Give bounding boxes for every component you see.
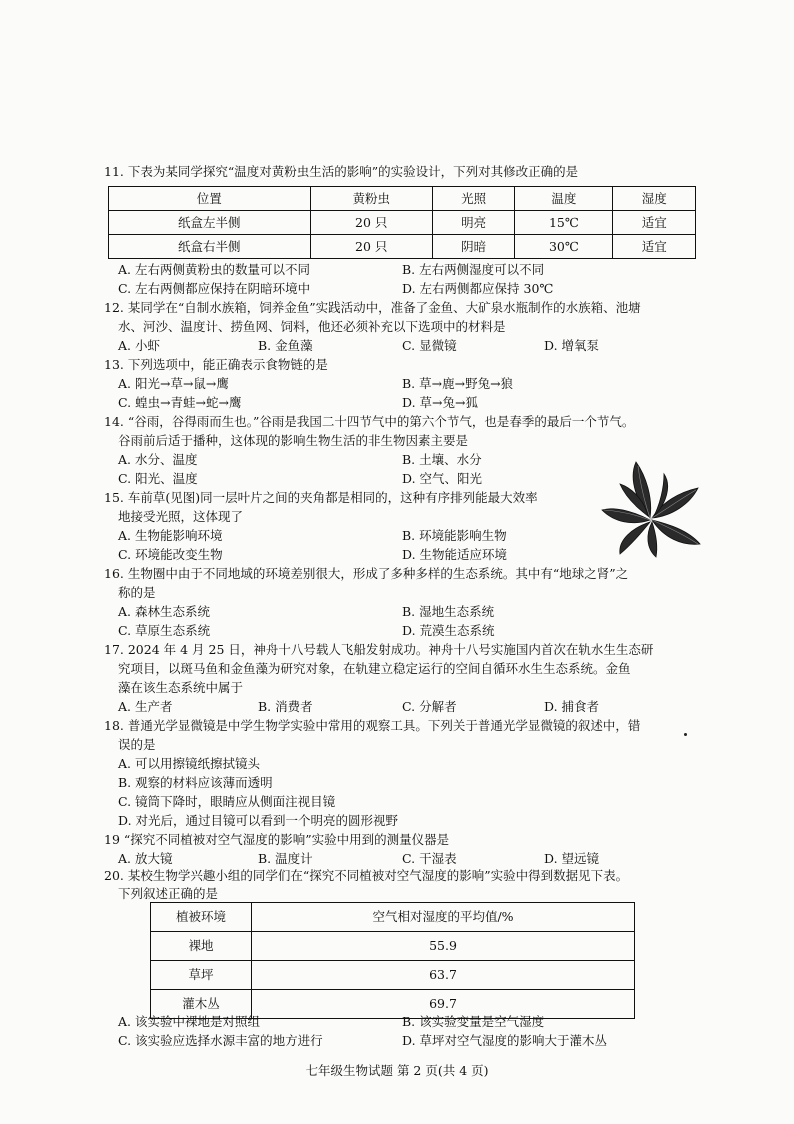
option-b: B. 观察的材料应该薄而透明 xyxy=(118,775,273,790)
q17-stem-line3: 藻在该生态系统中属于 xyxy=(118,680,244,695)
option-a: A. 森林生态系统 xyxy=(118,604,210,619)
option-d: D. 草→兔→狐 xyxy=(402,395,478,410)
q14-stem-line1: 14. “谷雨，谷得雨而生也。”谷雨是我国二十四节气中的第六个节气，也是春季的最后一个节气。 xyxy=(104,414,635,429)
q17-stem-line2: 究项目，以斑马鱼和金鱼藻为研究对象，在轨建立稳定运行的空间自循环水生生态系统。金鱼 xyxy=(118,661,631,676)
option-b: B. 温度计 xyxy=(258,851,313,866)
table-header-row xyxy=(109,187,696,211)
option-a: A. 该实验中裸地是对照组 xyxy=(118,1014,260,1029)
option-d: D. 左右两侧都应保持 30℃ xyxy=(402,281,554,296)
q13-stem: 13. 下列选项中，能正确表示食物链的是 xyxy=(104,357,328,372)
table-row xyxy=(151,961,635,990)
option-c: C. 左右两侧都应保持在阴暗环境中 xyxy=(118,281,311,296)
q17-stem-line1: 17. 2024 年 4 月 25 日，神舟十八号载人飞船发射成功。神舟十八号实施国内首次在轨水生生态研 xyxy=(104,642,654,657)
option-d: D. 对光后，通过目镜可以看到一个明亮的圆形视野 xyxy=(118,813,399,828)
q19-stem: 19 “探究不同植被对空气湿度的影响”实验中用到的测量仪器是 xyxy=(104,832,450,847)
table-cell: 15℃ xyxy=(515,211,613,235)
table-cell: 20 只 xyxy=(310,211,432,235)
q15-stem-line2: 地接受光照，这体现了 xyxy=(118,509,244,524)
option-b: B. 金鱼藻 xyxy=(258,338,313,353)
option-c: C. 分解者 xyxy=(402,699,457,714)
option-a: A. 小虾 xyxy=(118,338,160,353)
option-c: C. 显微镜 xyxy=(402,338,457,353)
table-cell: 阴暗 xyxy=(432,235,515,259)
q12-stem-line2: 水、河沙、温度计、捞鱼网、饲料，他还必须补充以下选项中的材料是 xyxy=(118,319,506,334)
option-d: D. 望远镜 xyxy=(544,851,600,866)
q15-stem-line1: 15. 车前草(见图)同一层叶片之间的夹角都是相同的，这种有序排列能最大效率 xyxy=(104,490,538,505)
table-header-row xyxy=(151,903,635,932)
leaf xyxy=(620,522,650,554)
q18-stem-line1: 18. 普通光学显微镜是中学生物学实验中常用的观察工具。下列关于普通光学显微镜的叙述中，错 xyxy=(104,718,641,733)
option-c: C. 干湿表 xyxy=(402,851,457,866)
option-d: D. 草坪对空气湿度的影响大于灌木丛 xyxy=(402,1033,608,1048)
table-cell: 空气相对湿度的平均值/% xyxy=(252,903,635,932)
table-cell: 30℃ xyxy=(515,235,613,259)
option-a: A. 水分、温度 xyxy=(118,452,198,467)
table-cell: 纸盒左半侧 xyxy=(109,211,311,235)
page-footer: 七年级生物试题 第 2 页(共 4 页) xyxy=(305,1063,489,1078)
option-b: B. 湿地生态系统 xyxy=(402,604,495,619)
q16-stem-line1: 16. 生物圈中由于不同地域的环境差别很大，形成了多种多样的生态系统。其中有“地球之肾”之 xyxy=(104,566,629,581)
table-cell: 湿度 xyxy=(613,187,696,211)
option-a: A. 阳光→草→鼠→鹰 xyxy=(118,376,229,391)
q14-stem-line2: 谷雨前后适于播种，这体现的影响生物生活的非生物因素主要是 xyxy=(118,433,469,448)
option-a: A. 生物能影响环境 xyxy=(118,528,223,543)
option-d: D. 荒漠生态系统 xyxy=(402,623,495,638)
option-c: C. 该实验应选择水源丰富的地方进行 xyxy=(118,1033,323,1048)
q11-table xyxy=(108,186,696,259)
leaf xyxy=(648,522,657,557)
option-d: D. 空气、阳光 xyxy=(402,471,483,486)
q20-stem-line2: 下列叙述正确的是 xyxy=(118,886,219,901)
table-row xyxy=(109,235,696,259)
table-cell: 69.7 xyxy=(252,990,635,1019)
table-cell: 55.9 xyxy=(252,932,635,961)
q11-stem: 11. 下表为某同学探究“温度对黄粉虫生活的影响”的实验设计，下列对其修改正确的是 xyxy=(104,164,579,179)
option-b: B. 环境能影响生物 xyxy=(402,528,507,543)
option-d: D. 生物能适应环境 xyxy=(402,547,508,562)
option-a: A. 生产者 xyxy=(118,699,173,714)
table-cell: 适宜 xyxy=(613,235,696,259)
table-cell: 光照 xyxy=(432,187,515,211)
option-c: C. 蝗虫→青蛙→蛇→鹰 xyxy=(118,395,242,410)
option-d: D. 捕食者 xyxy=(544,699,600,714)
option-b: B. 草→鹿→野兔→狼 xyxy=(402,376,514,391)
table-cell: 裸地 xyxy=(151,932,252,961)
option-b: B. 土壤、水分 xyxy=(402,452,482,467)
table-cell: 位置 xyxy=(109,187,311,211)
q16-stem-line2: 称的是 xyxy=(118,585,156,600)
option-c: C. 阳光、温度 xyxy=(118,471,198,486)
option-b: B. 消费者 xyxy=(258,699,313,714)
table-cell: 适宜 xyxy=(613,211,696,235)
table-cell: 黄粉虫 xyxy=(310,187,432,211)
table-cell: 灌木丛 xyxy=(151,990,252,1019)
option-d: D. 增氧泵 xyxy=(544,338,600,353)
table-row xyxy=(109,211,696,235)
table-cell: 植被环境 xyxy=(151,903,252,932)
option-c: C. 草原生态系统 xyxy=(118,623,211,638)
option-a: A. 左右两侧黄粉虫的数量可以不同 xyxy=(118,262,310,277)
table-cell: 草坪 xyxy=(151,961,252,990)
option-c: C. 环境能改变生物 xyxy=(118,547,223,562)
table-cell: 明亮 xyxy=(432,211,515,235)
option-a: A. 可以用擦镜纸擦拭镜头 xyxy=(118,756,260,771)
q12-stem-line1: 12. 某同学在“自制水族箱，饲养金鱼”实践活动中，准备了金鱼、大矿泉水瓶制作的水族箱、池塘 xyxy=(104,300,641,315)
ink-speck xyxy=(684,733,687,736)
table-cell: 纸盒右半侧 xyxy=(109,235,311,259)
table-cell: 63.7 xyxy=(252,961,635,990)
option-b: B. 该实验变量是空气湿度 xyxy=(402,1014,545,1029)
plantain-plant-image xyxy=(598,458,706,558)
table-cell: 20 只 xyxy=(310,235,432,259)
q20-table xyxy=(150,902,635,1019)
option-b: B. 左右两侧湿度可以不同 xyxy=(402,262,545,277)
q18-stem-line2: 误的是 xyxy=(118,737,156,752)
table-cell: 温度 xyxy=(515,187,613,211)
option-c: C. 镜筒下降时，眼睛应从侧面注视目镜 xyxy=(118,794,336,809)
table-row xyxy=(151,932,635,961)
q20-stem-line1: 20. 某校生物学兴趣小组的同学们在“探究不同植被对空气湿度的影响”实验中得到数据见下表。 xyxy=(104,868,629,883)
option-a: A. 放大镜 xyxy=(118,851,173,866)
